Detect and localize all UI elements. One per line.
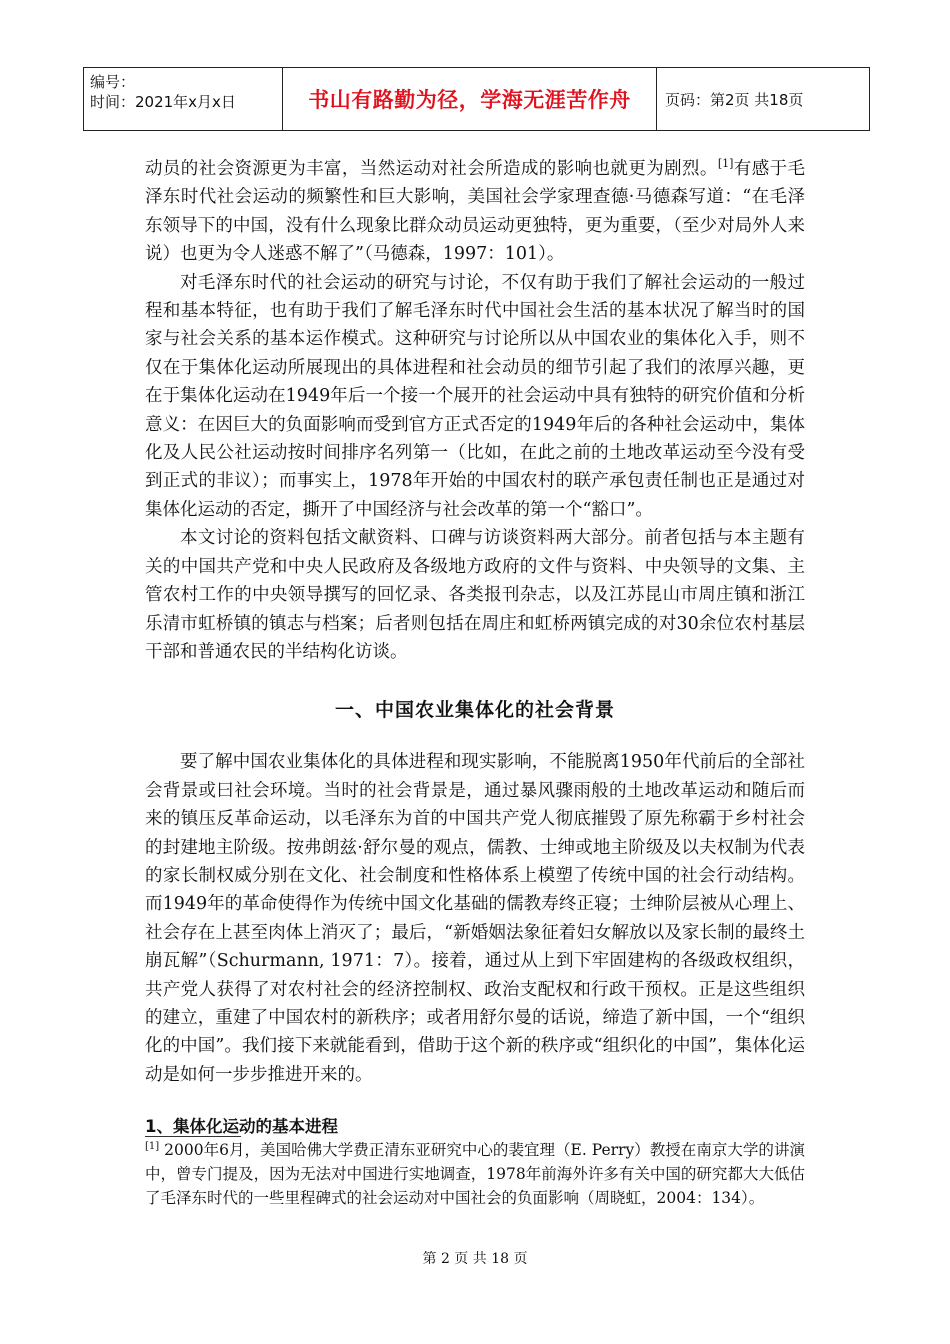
paragraph-1 — [145, 155, 805, 269]
section-heading: 一、中国农业集体化的社会背景 — [334, 699, 615, 722]
document-number-label: 编号： — [90, 73, 136, 91]
subsection-heading: 1、集体化运动的基本进程 — [145, 1117, 338, 1137]
header-motto: 书山有路勤为径，学海无涯苦作舟 — [283, 68, 657, 130]
header-meta — [84, 68, 283, 130]
paragraph-3: 本文讨论的资料包括文献资料、口碑与访谈资料两大部分。前者包括与本主题有关的中国共产党和中央人民政府及各级地方政府的文件与资料、中央领导的文集、主管农村工作的中央领导撰写的回忆录、各类报刊杂志，以及江苏昆山市周庄镇和浙江乐清市虹桥镇的镇志与档案；后者则包括在周庄和虹桥两镇完成的对30余位农村基层干部和普通农民的半结构化访谈。 — [145, 528, 805, 662]
document-body — [145, 155, 805, 1137]
footnote — [145, 1138, 805, 1210]
header-page-info: 页码：第2页 共18页 — [665, 90, 804, 109]
document-time-label: 时间：2021年x月x日 — [90, 93, 236, 111]
paragraph-1-continuation: 有感于毛泽东时代社会运动的频繁性和巨大影响，美国社会学家理查德·马德森写道：“在毛泽东领导下的中国，没有什么现象比群众动员运动更独特，更为重要，（至少对局外人来说）也更为令人迷惑不解了”（马德森，1997：101）。 — [145, 159, 806, 265]
paragraph-1-text: 动员的社会资源更为丰富，当然运动对社会所造成的影响也就更为剧烈。 — [145, 159, 718, 179]
paragraph-4: 要了解中国农业集体化的具体进程和现实影响，不能脱离1950年代前后的全部社会背景或曰社会环境。当时的社会背景是，通过暴风骤雨般的土地改革运动和随后而来的镇压反革命运动，以毛泽东为首的中国共产党人彻底摧毁了原先称霸于乡村社会的封建地主阶级。按弗朗兹·舒尔曼的观点，儒教、士绅或地主阶级及以夫权制为代表的家长制权威分别在文化、社会制度和性格体系上模塑了传统中国的社会行动结构。而1949年的革命使得作为传统中国文化基础的儒教寿终正寝；士绅阶层被从心理上、社会存在上甚至肉体上消灭了；最后，“新婚姻法象征着妇女解放以及家长制的最终土崩瓦解”（Schurmann, 1971：7）。接着，通过从上到下牢固建构的各级政权组织，共产党人获得了对农村社会的经济控制权、政治支配权和行政干预权。正是这些组织的建立，重建了中国农村的新秩序；或者用舒尔曼的话说，缔造了新中国，一个“组织化的中国”。我们接下来就能看到，借助于这个新的秩序或“组织化的中国”，集体化运动是如何一步步推进开来的。 — [145, 752, 805, 1085]
footnote-divider — [145, 1136, 241, 1137]
footnote-text: 2000年6月，美国哈佛大学费正清东亚研究中心的裴宜理（E. Perry）教授在南京大学的讲演中，曾专门提及，因为无法对中国进行实地调查，1978年前海外许多有关中国的研究都大大低估了毛泽东时代的一些里程碑式的社会运动对中国社会的负面影响（周晓虹，2004：134）。 — [145, 1141, 805, 1207]
page-header — [83, 67, 870, 131]
paragraph-2: 对毛泽东时代的社会运动的研究与讨论，不仅有助于我们了解社会运动的一般过程和基本特征，也有助于我们了解毛泽东时代中国社会生活的基本状况了解当时的国家与社会关系的基本运作模式。这种研究与讨论所以从中国农业的集体化入手，则不仅在于集体化运动所展现出的具体进程和社会动员的细节引起了我们的浓厚兴趣，更在于集体化运动在1949年后一个接一个展开的社会运动中具有独特的研究价值和分析意义：在因巨大的负面影响而受到官方正式否定的1949年后的各种社会运动中，集体化及人民公社运动按时间排序名列第一（比如，在此之前的土地改革运动至今没有受到正式的非议）；而事实上，1978年开始的中国农村的联产承包责任制也正是通过对集体化运动的否定，撕开了中国经济与社会改革的第一个“豁口”。 — [145, 272, 805, 520]
footnote-reference[interactable]: [1] — [717, 157, 734, 171]
footnote-marker: [1] — [145, 1140, 160, 1152]
page-footer: 第 2 页 共 18 页 — [422, 1251, 528, 1267]
